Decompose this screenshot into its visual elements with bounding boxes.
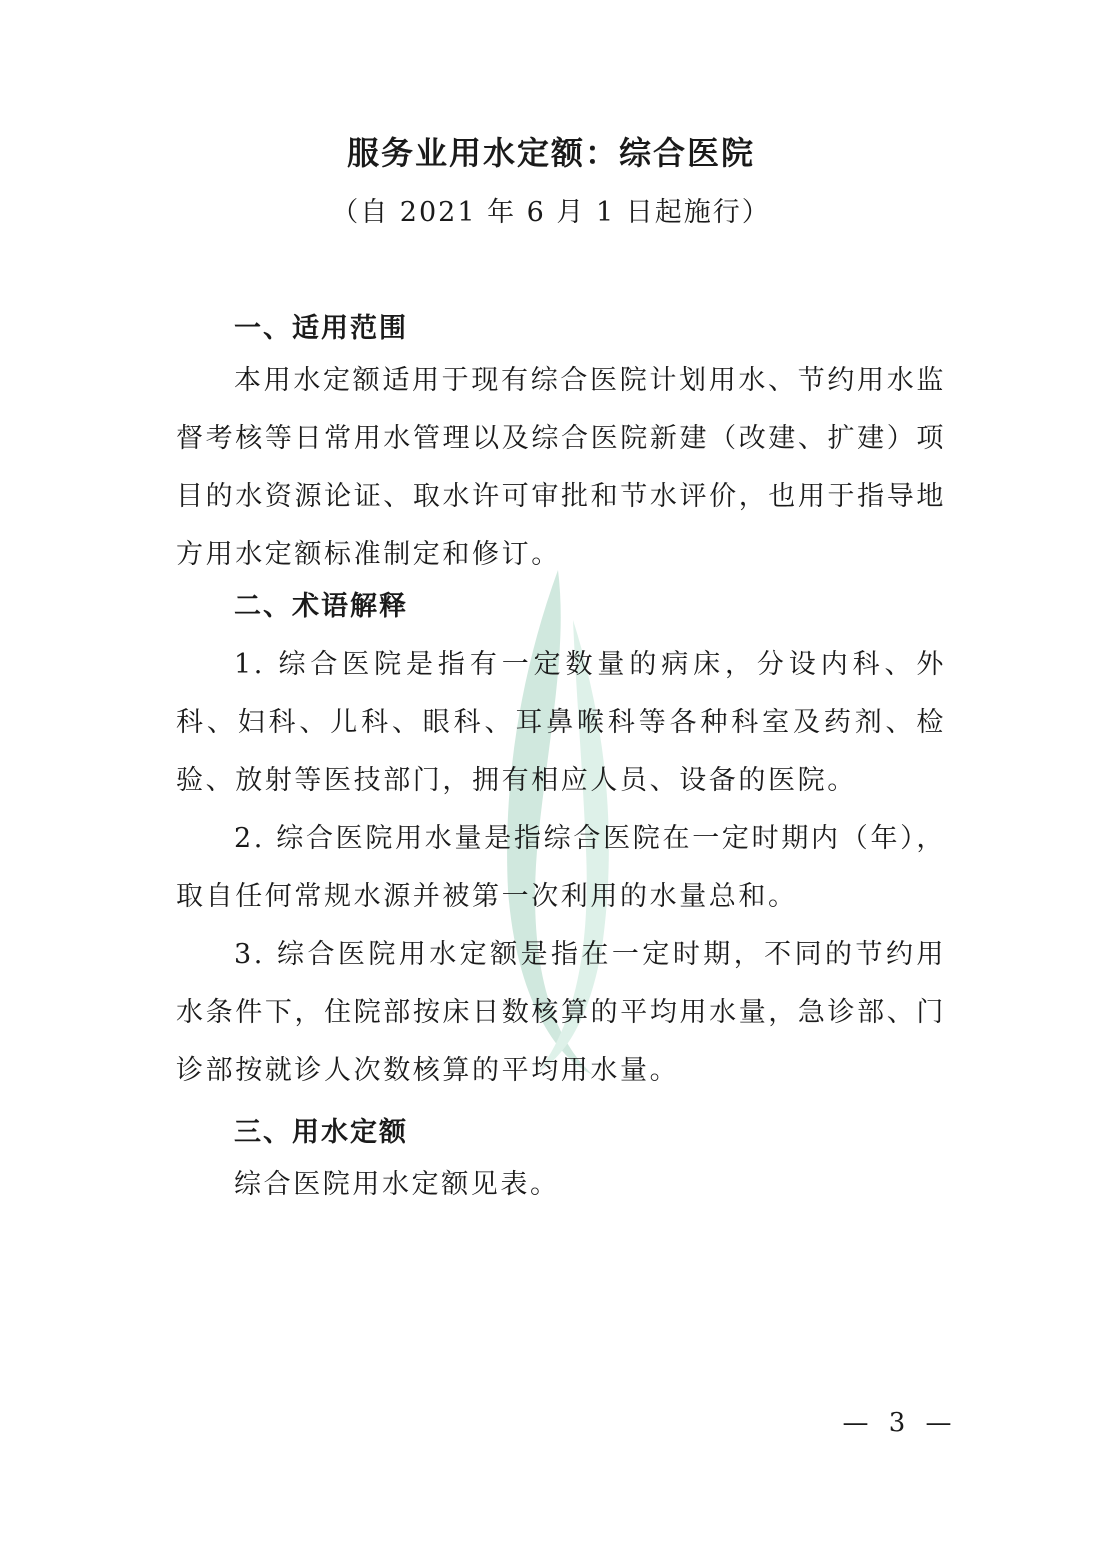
section-heading-quota: 三、用水定额 (234, 1117, 408, 1148)
paragraph-quota: 综合医院用水定额见表。 (234, 1169, 560, 1200)
section-heading-terms: 二、术语解释 (234, 591, 408, 622)
paragraph-term-1: 1. 综合医院是指有一定数量的病床，分设内科、外科、妇科、儿科、眼科、耳鼻喉科等各种科室及药剂、检验、放射等医技部门，拥有相应人员、设备的医院。 (176, 649, 946, 796)
paragraph-term-3: 3. 综合医院用水定额是指在一定时期，不同的节约用水条件下，住院部按床日数核算的平均用水量，急诊部、门诊部按就诊人次数核算的平均用水量。 (176, 939, 946, 1086)
document-title: 服务业用水定额：综合医院 (346, 134, 755, 172)
document-subtitle: （自 2021 年 6 月 1 日起施行） (331, 197, 771, 228)
page-number: — 3 — (842, 1408, 958, 1438)
paragraph-scope: 本用水定额适用于现有综合医院计划用水、节约用水监督考核等日常用水管理以及综合医院新建（改建、扩建）项目的水资源论证、取水许可审批和节水评价，也用于指导地方用水定额标准制定和修订。 (176, 365, 946, 570)
paragraph-term-2: 2. 综合医院用水量是指综合医院在一定时期内（年），取自任何常规水源并被第一次利用的水量总和。 (176, 823, 946, 912)
section-heading-scope: 一、适用范围 (234, 313, 408, 344)
